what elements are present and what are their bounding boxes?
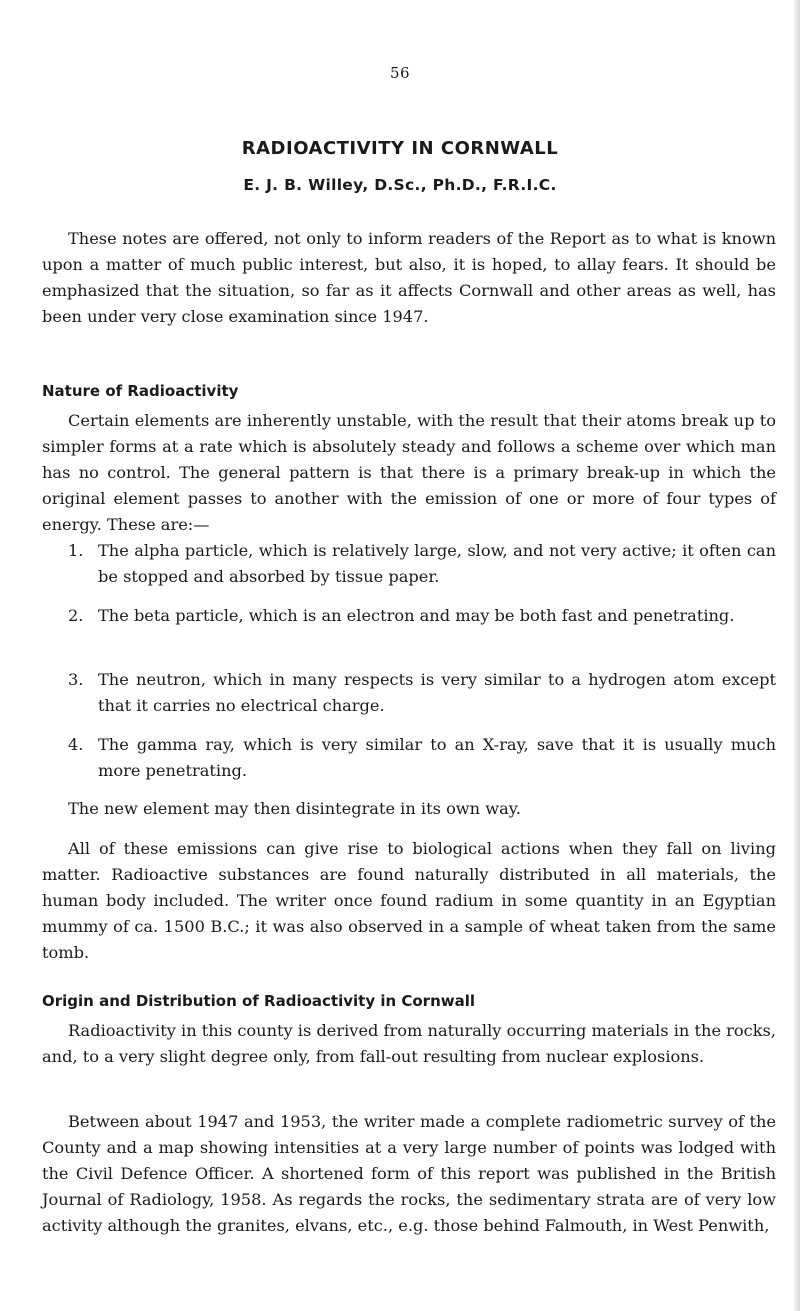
article-author: E. J. B. Willey, D.Sc., Ph.D., F.R.I.C.: [243, 176, 557, 194]
emissions-paragraph: All of these emissions can give rise to biological actions when they fall on living matter. Radioactive substances are found naturally distributed in all materials, the human body included. The writer once found radium in some quantity in an Egyptian mummy of ca. 1500 B.C.; it was also observed in a sample of wheat taken from the same tomb.: [42, 839, 776, 962]
survey-paragraph: Between about 1947 and 1953, the writer made a complete radiometric survey of the County and a map showing intensities at a very large number of points was lodged with the Civil Defence Officer. A shortened form of this report was published in the British Journal of Radiology, 1958. As regards the rocks, the sedimentary strata are of very low activity although the granites, elvans, etc., e.g. those behind Falmouth, in West Penwith,: [42, 1112, 776, 1235]
list-item-text: The neutron, which in many respects is very similar to a hydrogen atom except that it carries no electrical charge.: [98, 670, 776, 715]
page-edge: [794, 0, 800, 1311]
list-item-number: 1.: [68, 541, 84, 560]
list-item-text: The gamma ray, which is very similar to an X-ray, save that it is usually much more penetrating.: [98, 735, 776, 780]
disintegrate-paragraph: The new element may then disintegrate in its own way.: [68, 799, 521, 818]
origin-paragraph: Radioactivity in this county is derived from naturally occurring materials in the rocks, and, to a very slight degree only, from fall-out resulting from nuclear explosions.: [42, 1021, 776, 1066]
article-title: RADIOACTIVITY IN CORNWALL: [241, 138, 559, 159]
list-item-text: The beta particle, which is an electron and may be both fast and penetrating.: [98, 606, 735, 625]
section-heading-origin: Origin and Distribution of Radioactivity in Cornwall: [42, 992, 476, 1010]
section-heading-nature: Nature of Radioactivity: [42, 382, 239, 400]
list-item-number: 2.: [68, 606, 84, 625]
list-item-text: The alpha particle, which is relatively large, slow, and not very active; it often can be stopped and absorbed by tissue paper.: [98, 541, 776, 586]
page-number: 56: [389, 64, 411, 82]
list-item-number: 3.: [68, 670, 84, 689]
list-item-number: 4.: [68, 735, 84, 754]
nature-paragraph: Certain elements are inherently unstable, with the result that their atoms break up to simpler forms at a rate which is absolutely steady and follows a scheme over which man has no control. The general pattern is that there is a primary break-up in which the original element passes to another with the emission of one or more of four types of energy. These are:—: [42, 411, 776, 534]
intro-paragraph: These notes are offered, not only to inform readers of the Report as to what is known upon a matter of much public interest, but also, it is hoped, to allay fears. It should be emphasized that the situation, so far as it affects Cornwall and other areas as well, has been under very close examination since 1947.: [42, 229, 776, 326]
